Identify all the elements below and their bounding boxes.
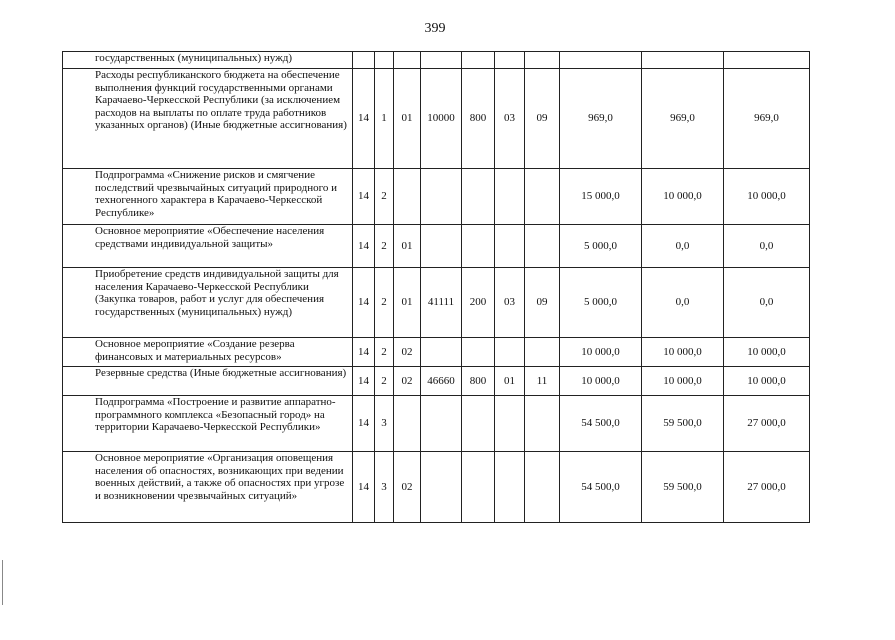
amount-year-1: 969,0: [560, 69, 642, 169]
code-activity: [394, 169, 421, 225]
code-expense-type: 800: [462, 69, 495, 169]
code-subprogram: 2: [375, 367, 394, 396]
table-row: [63, 225, 810, 268]
table-row: [63, 169, 810, 225]
code-activity: 02: [394, 338, 421, 367]
code-direction: [421, 452, 462, 523]
code-ministry: 14: [353, 396, 375, 452]
amount-year-2: 10 000,0: [642, 338, 724, 367]
code-subsection: [525, 396, 560, 452]
code-subprogram: 3: [375, 396, 394, 452]
amount-year-1: 10 000,0: [560, 367, 642, 396]
code-expense-type: [462, 396, 495, 452]
code-ministry: 14: [353, 452, 375, 523]
code-activity: 01: [394, 268, 421, 338]
page-number: 399: [424, 21, 446, 36]
amount-year-1: 10 000,0: [560, 338, 642, 367]
row-description: Подпрограмма «Снижение рисков и смягчение последствий чрезвычайных ситуаций природного и техногенного характера в Карачаево-Черкесской Республике»: [63, 169, 353, 225]
code-subprogram: 2: [375, 338, 394, 367]
code-expense-type: [462, 338, 495, 367]
code-ministry: 14: [353, 69, 375, 169]
code-section: 03: [495, 268, 525, 338]
amount-year-3: 10 000,0: [724, 338, 810, 367]
code-activity: 02: [394, 367, 421, 396]
code-activity: 02: [394, 452, 421, 523]
code-section: 03: [495, 69, 525, 169]
code-subsection: [525, 52, 560, 69]
code-expense-type: 800: [462, 367, 495, 396]
row-description: Резервные средства (Иные бюджетные ассигнования): [63, 367, 353, 396]
amount-year-3: 27 000,0: [724, 452, 810, 523]
row-description: Основное мероприятие «Создание резерва финансовых и материальных ресурсов»: [63, 338, 353, 367]
code-direction: [421, 396, 462, 452]
amount-year-3: 10 000,0: [724, 169, 810, 225]
amount-year-2: 10 000,0: [642, 367, 724, 396]
code-subprogram: 3: [375, 452, 394, 523]
code-section: [495, 52, 525, 69]
amount-year-3: 10 000,0: [724, 367, 810, 396]
code-subsection: [525, 338, 560, 367]
table-row: [63, 452, 810, 523]
table-row: [63, 52, 810, 69]
code-ministry: 14: [353, 225, 375, 268]
row-description: Основное мероприятие «Обеспечение населения средствами индивидуальной защиты»: [63, 225, 353, 268]
row-description: государственных (муниципальных) нужд): [63, 52, 353, 69]
table-body: [63, 52, 810, 523]
code-direction: 10000: [421, 69, 462, 169]
amount-year-2: 59 500,0: [642, 396, 724, 452]
code-direction: [421, 338, 462, 367]
amount-year-2: 0,0: [642, 268, 724, 338]
code-subprogram: 2: [375, 268, 394, 338]
amount-year-1: 15 000,0: [560, 169, 642, 225]
table-row: [63, 69, 810, 169]
amount-year-3: 0,0: [724, 225, 810, 268]
amount-year-2: 10 000,0: [642, 169, 724, 225]
code-ministry: 14: [353, 338, 375, 367]
code-direction: 41111: [421, 268, 462, 338]
row-description: Подпрограмма «Построение и развитие аппаратно-программного комплекса «Безопасный город» на территории Карачаево-Черкесской Республики»: [63, 396, 353, 452]
code-section: [495, 396, 525, 452]
amount-year-1: 5 000,0: [560, 268, 642, 338]
code-subsection: 09: [525, 268, 560, 338]
code-activity: [394, 396, 421, 452]
code-direction: [421, 52, 462, 69]
code-ministry: 14: [353, 268, 375, 338]
code-subprogram: [375, 52, 394, 69]
code-subprogram: 2: [375, 169, 394, 225]
code-subprogram: 2: [375, 225, 394, 268]
row-description: Основное мероприятие «Организация оповещения населения об опасностях, возникающих при ведении военных действий, а также об опасностях при угрозе и возникновении чрезвычайных ситуаций»: [63, 452, 353, 523]
code-subsection: 11: [525, 367, 560, 396]
code-section: [495, 452, 525, 523]
code-ministry: [353, 52, 375, 69]
code-expense-type: 200: [462, 268, 495, 338]
code-expense-type: [462, 169, 495, 225]
code-direction: [421, 225, 462, 268]
row-description: Расходы республиканского бюджета на обеспечение выполнения функций государственными органами Карачаево-Черкесской Республики (за исключением расходов на выплаты по оплате труда работников указанных органов) (Иные бюджетные ассигнования): [63, 69, 353, 169]
code-subsection: [525, 169, 560, 225]
code-activity: [394, 52, 421, 69]
amount-year-3: 969,0: [724, 69, 810, 169]
code-section: [495, 225, 525, 268]
code-section: [495, 169, 525, 225]
amount-year-1: 54 500,0: [560, 452, 642, 523]
amount-year-3: 27 000,0: [724, 396, 810, 452]
table-row: [63, 338, 810, 367]
amount-year-1: 54 500,0: [560, 396, 642, 452]
amount-year-3: 0,0: [724, 268, 810, 338]
table-row: [63, 268, 810, 338]
amount-year-1: 5 000,0: [560, 225, 642, 268]
budget-table: [62, 51, 810, 523]
code-ministry: 14: [353, 169, 375, 225]
code-expense-type: [462, 452, 495, 523]
amount-year-2: 969,0: [642, 69, 724, 169]
code-expense-type: [462, 52, 495, 69]
code-subprogram: 1: [375, 69, 394, 169]
code-section: [495, 338, 525, 367]
code-direction: 46660: [421, 367, 462, 396]
amount-year-2: 59 500,0: [642, 452, 724, 523]
amount-year-2: 0,0: [642, 225, 724, 268]
code-ministry: 14: [353, 367, 375, 396]
table-row: [63, 396, 810, 452]
table-row: [63, 367, 810, 396]
code-direction: [421, 169, 462, 225]
amount-year-3: [724, 52, 810, 69]
code-subsection: [525, 225, 560, 268]
code-activity: 01: [394, 69, 421, 169]
code-subsection: 09: [525, 69, 560, 169]
code-activity: 01: [394, 225, 421, 268]
code-subsection: [525, 452, 560, 523]
row-description: Приобретение средств индивидуальной защиты для населения Карачаево-Черкесской Республики (Закупка товаров, работ и услуг для обеспечения государственных (муниципальных) нужд): [63, 268, 353, 338]
amount-year-1: [560, 52, 642, 69]
code-section: 01: [495, 367, 525, 396]
amount-year-2: [642, 52, 724, 69]
code-expense-type: [462, 225, 495, 268]
scan-edge-mark: [2, 560, 3, 605]
